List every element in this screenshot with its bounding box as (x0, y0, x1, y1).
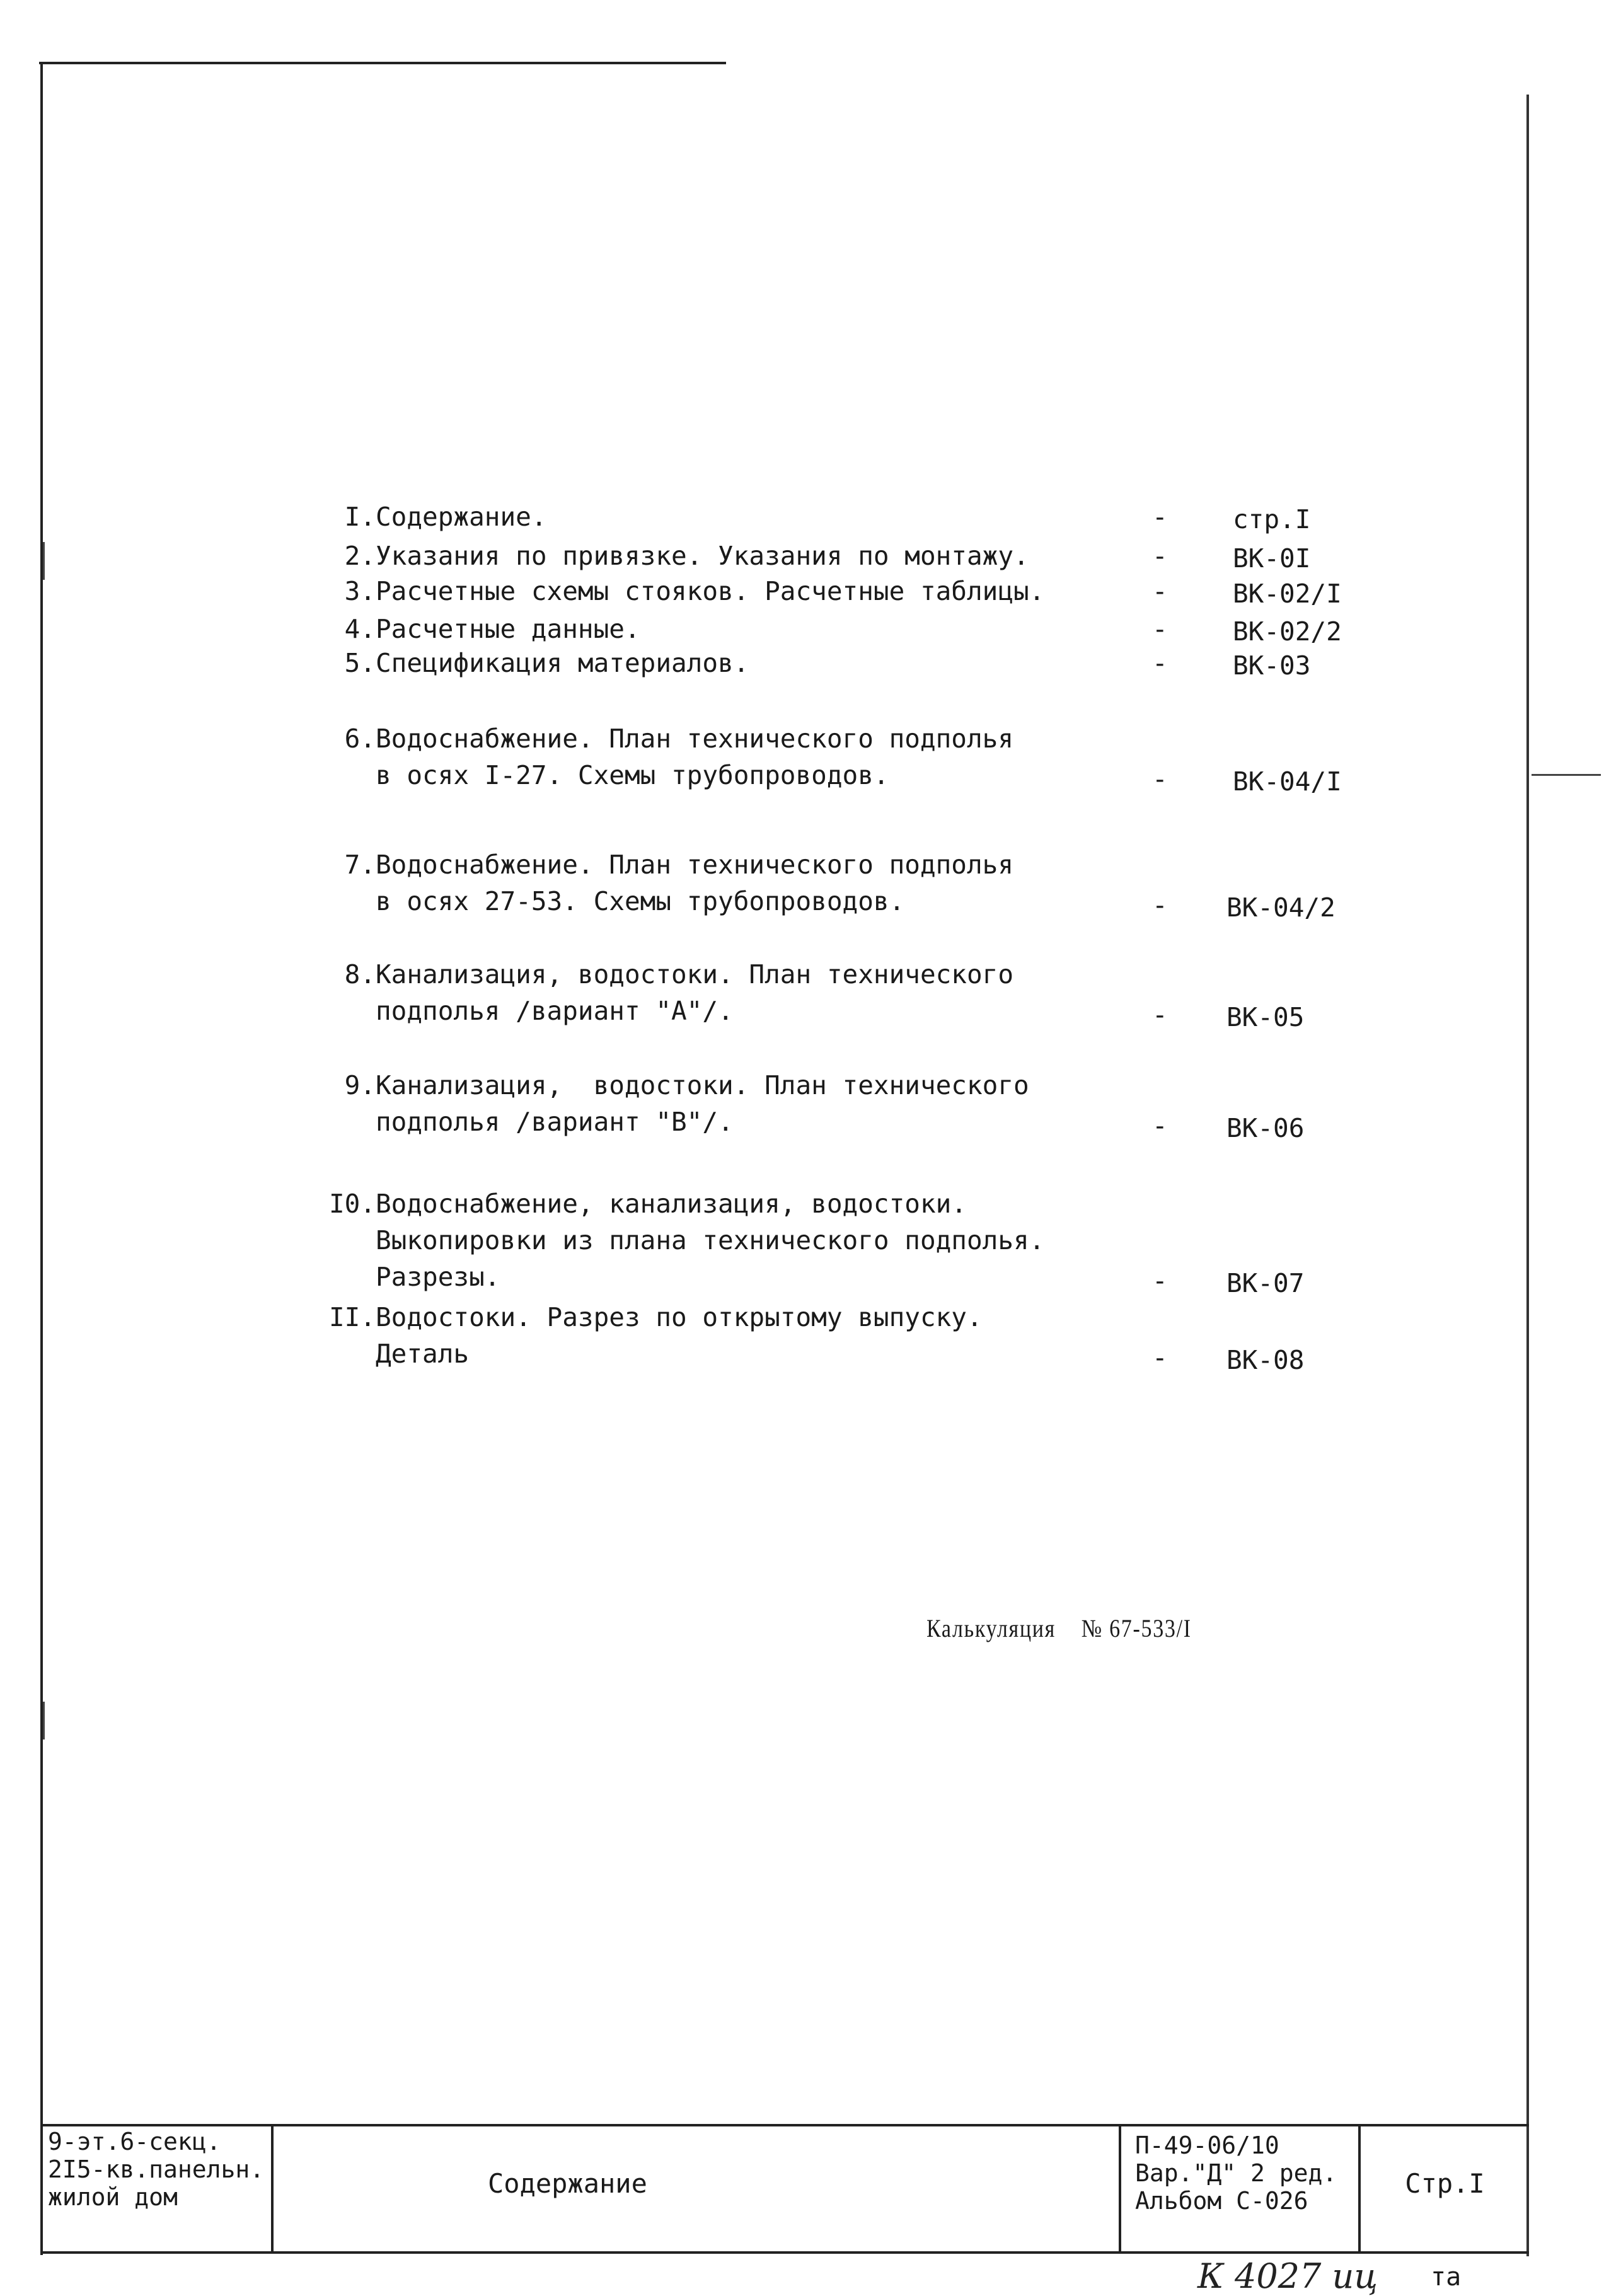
toc-item-text (376, 1298, 1069, 1371)
toc-item (344, 1066, 1384, 1143)
project-code: П-49-06/10 Вар."Д" 2 ред. Альбом С-026 (1135, 2132, 1337, 2215)
toc-item-text (376, 1185, 1069, 1295)
toc-item-line: Деталь (376, 1339, 470, 1369)
toc-item-line: Разрезы. (376, 1262, 500, 1292)
toc-item-sheet-ref: ВК-03 (1233, 650, 1311, 681)
toc-item-sheet-ref: ВК-02/2 (1233, 616, 1342, 647)
toc-item-dash: - (1152, 576, 1168, 606)
toc-item-line: в осях I-27. Схемы трубопроводов. (376, 760, 889, 790)
toc-item-sheet-ref: ВК-05 (1226, 1002, 1305, 1032)
toc-item-dash: - (1152, 614, 1168, 644)
toc-item (344, 720, 1384, 797)
toc-item (328, 1298, 1384, 1375)
toc-item-line: Водоснабжение, канализация, водостоки. (376, 1189, 967, 1219)
handwritten-suffix: та (1431, 2263, 1462, 2292)
sheet-title: Содержание (488, 2168, 647, 2199)
frame-left-line (40, 62, 43, 2255)
toc-item-line: Канализация, водостоки. План технического (376, 959, 1014, 989)
toc-item-line: Спецификация материалов. (376, 648, 749, 678)
calculation-stamp (926, 1613, 1192, 1643)
toc-item-line: подполья /вариант "В"/. (376, 1107, 734, 1137)
object-description: 9-эт.6-секц. 2I5-кв.панельн. жилой дом (48, 2128, 265, 2211)
title-block (40, 2124, 1529, 2254)
toc-item-number: 9. (344, 1070, 376, 1100)
toc-item (328, 1185, 1384, 1298)
toc-item-sheet-ref: ВК-0I (1233, 543, 1311, 574)
toc-item-dash: - (1152, 1000, 1168, 1030)
toc-item-line: Содержание. (376, 502, 547, 532)
frame-right-line (1526, 95, 1529, 2256)
toc-item (344, 955, 1384, 1032)
toc-item-sheet-ref: ВК-08 (1226, 1345, 1305, 1375)
toc-item-dash: - (1152, 1266, 1168, 1296)
toc-item-dash: - (1152, 890, 1168, 920)
toc-item-dash: - (1152, 1342, 1168, 1373)
toc-item-text (376, 498, 1069, 534)
toc-item-line: Расчетные данные. (376, 614, 640, 644)
toc-item-dash: - (1152, 764, 1168, 794)
toc-item-line: подполья /вариант "А"/. (376, 996, 734, 1026)
toc-item-line: Расчетные схемы стояков. Расчетные таблицы. (376, 576, 1045, 606)
toc-item-dash: - (1152, 502, 1168, 532)
toc-item (344, 846, 1384, 923)
toc-item-number: 7. (344, 850, 376, 880)
toc-item-number: 3. (344, 576, 376, 606)
title-block-object-cell (40, 2126, 274, 2251)
toc-item (344, 498, 1384, 534)
toc-item-dash: - (1152, 648, 1168, 678)
toc-item-number: 2. (344, 541, 376, 571)
edge-tick-left-2 (43, 1702, 45, 1739)
toc-item-sheet-ref: ВК-07 (1226, 1268, 1305, 1298)
toc-item-dash: - (1152, 1111, 1168, 1141)
toc-item-dash: - (1152, 541, 1168, 571)
toc-item-sheet-ref: стр.I (1233, 504, 1311, 534)
toc-item-number: 4. (344, 614, 376, 644)
page-number: Стр.I (1405, 2168, 1485, 2199)
calculation-number: № 67-533/I (1081, 1614, 1192, 1642)
toc-item-line: Указания по привязке. Указания по монтажу. (376, 541, 1029, 571)
toc-item-sheet-ref: ВК-02/I (1233, 579, 1342, 609)
toc-item-text (376, 955, 1069, 1029)
title-block-page-cell (1361, 2126, 1529, 2251)
toc-item-number: 8. (344, 959, 376, 989)
toc-item-number: 6. (344, 724, 376, 754)
toc-item-text (376, 572, 1069, 609)
title-block-project-cell (1121, 2126, 1361, 2251)
toc-item-text (376, 720, 1069, 793)
toc-item-line: Водоснабжение. План технического подполья (376, 850, 1014, 880)
toc-item (344, 537, 1384, 574)
handwritten-note: К 4027 иц (1197, 2256, 1378, 2296)
toc-item-number: I. (344, 502, 376, 532)
toc-item-sheet-ref: ВК-04/2 (1226, 892, 1336, 923)
toc-item (344, 644, 1384, 681)
toc-item-line: Выкопировки из плана технического подполья. (376, 1225, 1045, 1255)
toc-item-text (376, 1066, 1069, 1139)
toc-item-line: Водоснабжение. План технического подполья (376, 724, 1014, 754)
toc-item-line: Водостоки. Разрез по открытому выпуску. (376, 1302, 983, 1332)
toc-item-text (376, 846, 1069, 919)
toc-item-text (376, 537, 1069, 574)
toc-item-sheet-ref: ВК-04/I (1233, 766, 1342, 797)
toc-item-sheet-ref: ВК-06 (1226, 1113, 1305, 1143)
edge-tick-left-1 (43, 542, 45, 580)
toc-item-text (376, 644, 1069, 681)
edge-tick-right (1532, 774, 1601, 776)
toc-item-line: в осях 27-53. Схемы трубопроводов. (376, 886, 905, 916)
toc-item-text (376, 610, 1069, 647)
title-block-title-cell (274, 2126, 1121, 2251)
toc-item (344, 572, 1384, 609)
toc-item-line: Канализация, водостоки. План технического (376, 1070, 1029, 1100)
toc-item (344, 610, 1384, 647)
calculation-label: Калькуляция (926, 1614, 1056, 1642)
frame-top-line (39, 62, 726, 64)
toc-item-number: II. (328, 1302, 376, 1332)
toc-item-number: 5. (344, 648, 376, 678)
toc-item-number: I0. (328, 1189, 376, 1219)
